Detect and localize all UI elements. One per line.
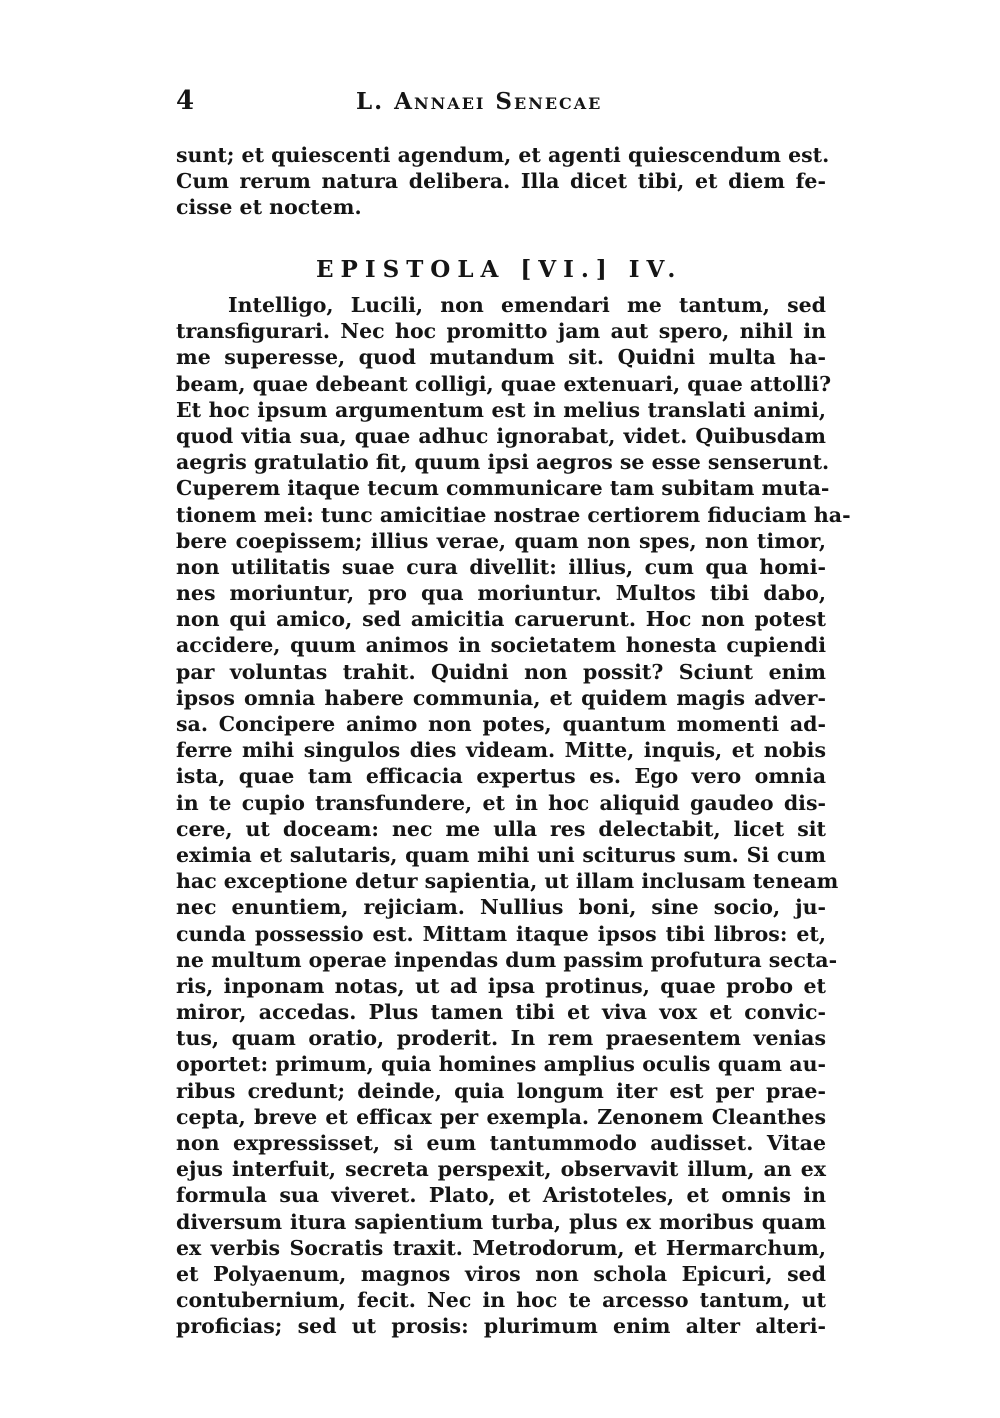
epistle-body	[176, 292, 851, 1340]
text-line: quod vitia sua, quae adhuc ignorabat, videt. Quibusdam	[176, 423, 826, 448]
text-line: miror, accedas. Plus tamen tibi et viva vox et convic-	[176, 1000, 826, 1025]
running-title: L. Annaei Senecae	[356, 88, 603, 115]
text-line: cunda possessio est. Mittam itaque ipsos tibi libros: et,	[176, 921, 826, 946]
text-line: formula sua viveret. Plato, et Aristoteles, et omnis in	[176, 1183, 826, 1208]
page-header	[176, 86, 836, 120]
text-line: oportet: primum, quia homines amplius oculis quam au-	[176, 1052, 826, 1077]
text-line: ris, inponam notas, ut ad ipsa protinus, quae probo et	[176, 973, 826, 998]
text-line: ejus interfuit, secreta perspexit, observavit illum, an ex	[176, 1157, 826, 1182]
text-line: Intelligo, Lucili, non emendari me tantum, sed	[228, 293, 826, 317]
text-line: in te cupio transfundere, et in hoc aliquid gaudeo dis-	[176, 790, 826, 815]
text-line: et Polyaenum, magnos viros non schola Epicuri, sed	[176, 1261, 826, 1286]
text-line: ex verbis Socratis traxit. Metrodorum, et Hermarchum,	[176, 1235, 826, 1260]
text-line: Cum rerum natura delibera. Illa dicet tibi, et diem fe-	[176, 169, 826, 194]
text-line: diversum itura sapientium turba, plus ex moribus quam	[176, 1209, 826, 1234]
text-line: cere, ut doceam: nec me ulla res delectabit, licet sit	[176, 816, 826, 841]
text-line: non qui amico, sed amicitia caruerunt. Hoc non potest	[176, 607, 826, 632]
text-line: me superesse, quod mutandum sit. Quidni multa ha-	[176, 345, 826, 370]
text-line: beam, quae debeant colligi, quae extenuari, quae attolli?	[176, 371, 832, 396]
text-line: aegris gratulatio fit, quum ipsi aegros se esse senserunt.	[176, 450, 830, 475]
text-line: par voluntas trahit. Quidni non possit? Sciunt enim	[176, 659, 826, 684]
text-line: non expressisset, si eum tantummodo audisset. Vitae	[176, 1131, 826, 1155]
text-line: ribus credunt; deinde, quia longum iter est per prae-	[176, 1078, 826, 1103]
text-line: non utilitatis suae cura divellit: illius, cum qua homi-	[176, 554, 826, 579]
opening-paragraph	[176, 142, 830, 221]
text-line: hac exceptione detur sapientia, ut illam inclusam teneam	[176, 869, 839, 894]
text-line: transfigurari. Nec hoc promitto jam aut spero, nihil in	[176, 319, 826, 344]
text-line: proficias; sed ut prosis: plurimum enim alter alteri-	[176, 1314, 826, 1339]
page-number: 4	[176, 86, 195, 116]
text-line: accidere, quum animos in societatem honesta cupiendi	[176, 633, 826, 658]
text-line: cisse et noctem.	[176, 195, 362, 220]
text-line: Et hoc ipsum argumentum est in melius translati animi,	[176, 397, 826, 422]
text-line: sunt; et quiescenti agendum, et agenti quiescendum est.	[176, 143, 830, 167]
text-line: bere coepissem; illius verae, quam non spes, non timor,	[176, 528, 826, 553]
text-line: Cuperem itaque tecum communicare tam subitam muta-	[176, 476, 830, 501]
text-line: tionem mei: tunc amicitiae nostrae certiorem fiduciam ha-	[176, 502, 851, 527]
text-line: cepta, breve et efficax per exempla. Zenonem Cleanthes	[176, 1104, 826, 1129]
text-line: ne multum operae inpendas dum passim profutura secta-	[176, 947, 838, 972]
epistle-heading: EPISTOLA [VI.] IV.	[316, 256, 683, 283]
text-line: ipsos omnia habere communia, et quidem magis adver-	[176, 685, 826, 710]
text-line: sa. Concipere animo non potes, quantum momenti ad-	[176, 712, 826, 736]
text-line: tus, quam oratio, proderit. In rem praesentem venias	[176, 1026, 826, 1051]
text-line: nes moriuntur, pro qua moriuntur. Multos tibi dabo,	[176, 581, 826, 606]
text-line: contubernium, fecit. Nec in hoc te arcesso tantum, ut	[176, 1288, 826, 1313]
text-line: nec enuntiem, rejiciam. Nullius boni, sine socio, ju-	[176, 895, 826, 920]
text-line: ferre mihi singulos dies videam. Mitte, inquis, et nobis	[176, 738, 826, 763]
text-line: ista, quae tam efficacia expertus es. Ego vero omnia	[176, 764, 826, 789]
text-line: eximia et salutaris, quam mihi uni sciturus sum. Si cum	[176, 842, 826, 867]
